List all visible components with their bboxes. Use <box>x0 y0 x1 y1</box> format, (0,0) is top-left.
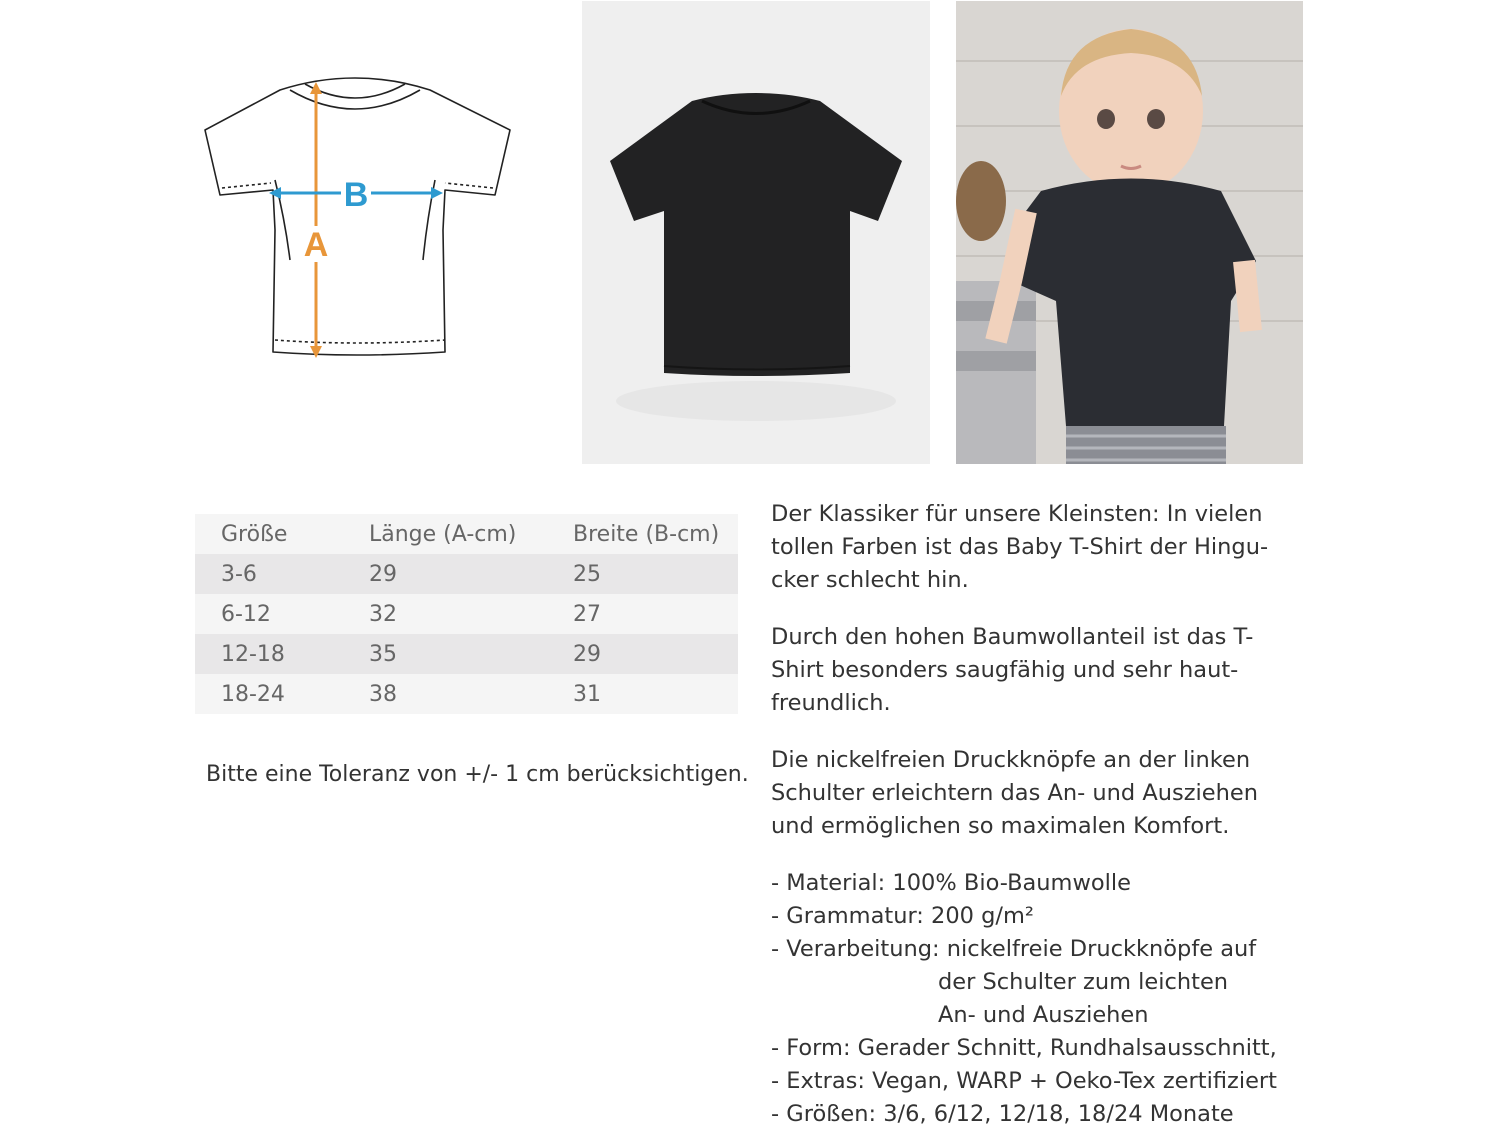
product-description <box>771 498 1291 1131</box>
feature-material: - Material: 100% Bio-Baumwolle <box>771 870 1131 896</box>
table-header-row <box>195 514 738 554</box>
feature-verarbeitung: - Verarbeitung: nickelfreie Druckknöpfe auf <box>771 936 1257 962</box>
baby-wearing-tshirt-image <box>956 1 1303 464</box>
description-paragraph-2: Durch den hohen Baumwollanteil ist das T-Shirt besonders saugfähig und sehr haut-freundlich. <box>771 624 1254 716</box>
size-diagram <box>195 70 520 365</box>
label-b: B <box>343 176 369 214</box>
label-a: A <box>303 226 329 264</box>
cell-length: 32 <box>369 601 397 627</box>
cell-width: 25 <box>573 561 601 587</box>
cell-length: 29 <box>369 561 397 587</box>
table-row <box>195 634 738 674</box>
feature-sizes: - Größen: 3/6, 6/12, 12/18, 18/24 Monate <box>771 1101 1234 1127</box>
table-row <box>195 674 738 714</box>
table-row <box>195 594 738 634</box>
baby-model-photo <box>956 1 1303 464</box>
header-length: Länge (A-cm) <box>369 521 517 547</box>
tshirt-outline <box>205 78 510 355</box>
cell-length: 35 <box>369 641 397 667</box>
black-tshirt-image <box>582 1 930 464</box>
cell-length: 38 <box>369 681 397 707</box>
cell-size: 3-6 <box>221 561 257 587</box>
description-paragraph-1: Der Klassiker für unsere Kleinsten: In vielen tollen Farben ist das Baby T-Shirt der Hingu-cker schlecht hin. <box>771 501 1269 593</box>
feature-list <box>771 867 1291 1131</box>
cell-size: 12-18 <box>221 641 285 667</box>
feature-form: - Form: Gerader Schnitt, Rundhalsausschnitt, <box>771 1035 1277 1061</box>
description-paragraph-3: Die nickelfreien Druckknöpfe an der linken Schulter erleichtern das An- und Ausziehen und ermöglichen so maximalen Komfort. <box>771 747 1258 839</box>
cell-width: 29 <box>573 641 601 667</box>
cell-width: 27 <box>573 601 601 627</box>
feature-extras: - Extras: Vegan, WARP + Oeko-Tex zertifiziert <box>771 1068 1277 1094</box>
size-table <box>195 514 738 714</box>
feature-verarbeitung-cont: der Schulter zum leichten <box>938 969 1229 995</box>
feature-grammatur: - Grammatur: 200 g/m² <box>771 903 1034 929</box>
feature-verarbeitung-cont: An- und Ausziehen <box>938 1002 1149 1028</box>
cell-size: 18-24 <box>221 681 285 707</box>
header-size: Größe <box>221 521 288 547</box>
product-photo <box>582 1 930 464</box>
tolerance-note: Bitte eine Toleranz von +/- 1 cm berücksichtigen. <box>206 762 749 787</box>
header-width: Breite (B-cm) <box>573 521 720 547</box>
cell-width: 31 <box>573 681 601 707</box>
table-row <box>195 554 738 594</box>
cell-size: 6-12 <box>221 601 271 627</box>
